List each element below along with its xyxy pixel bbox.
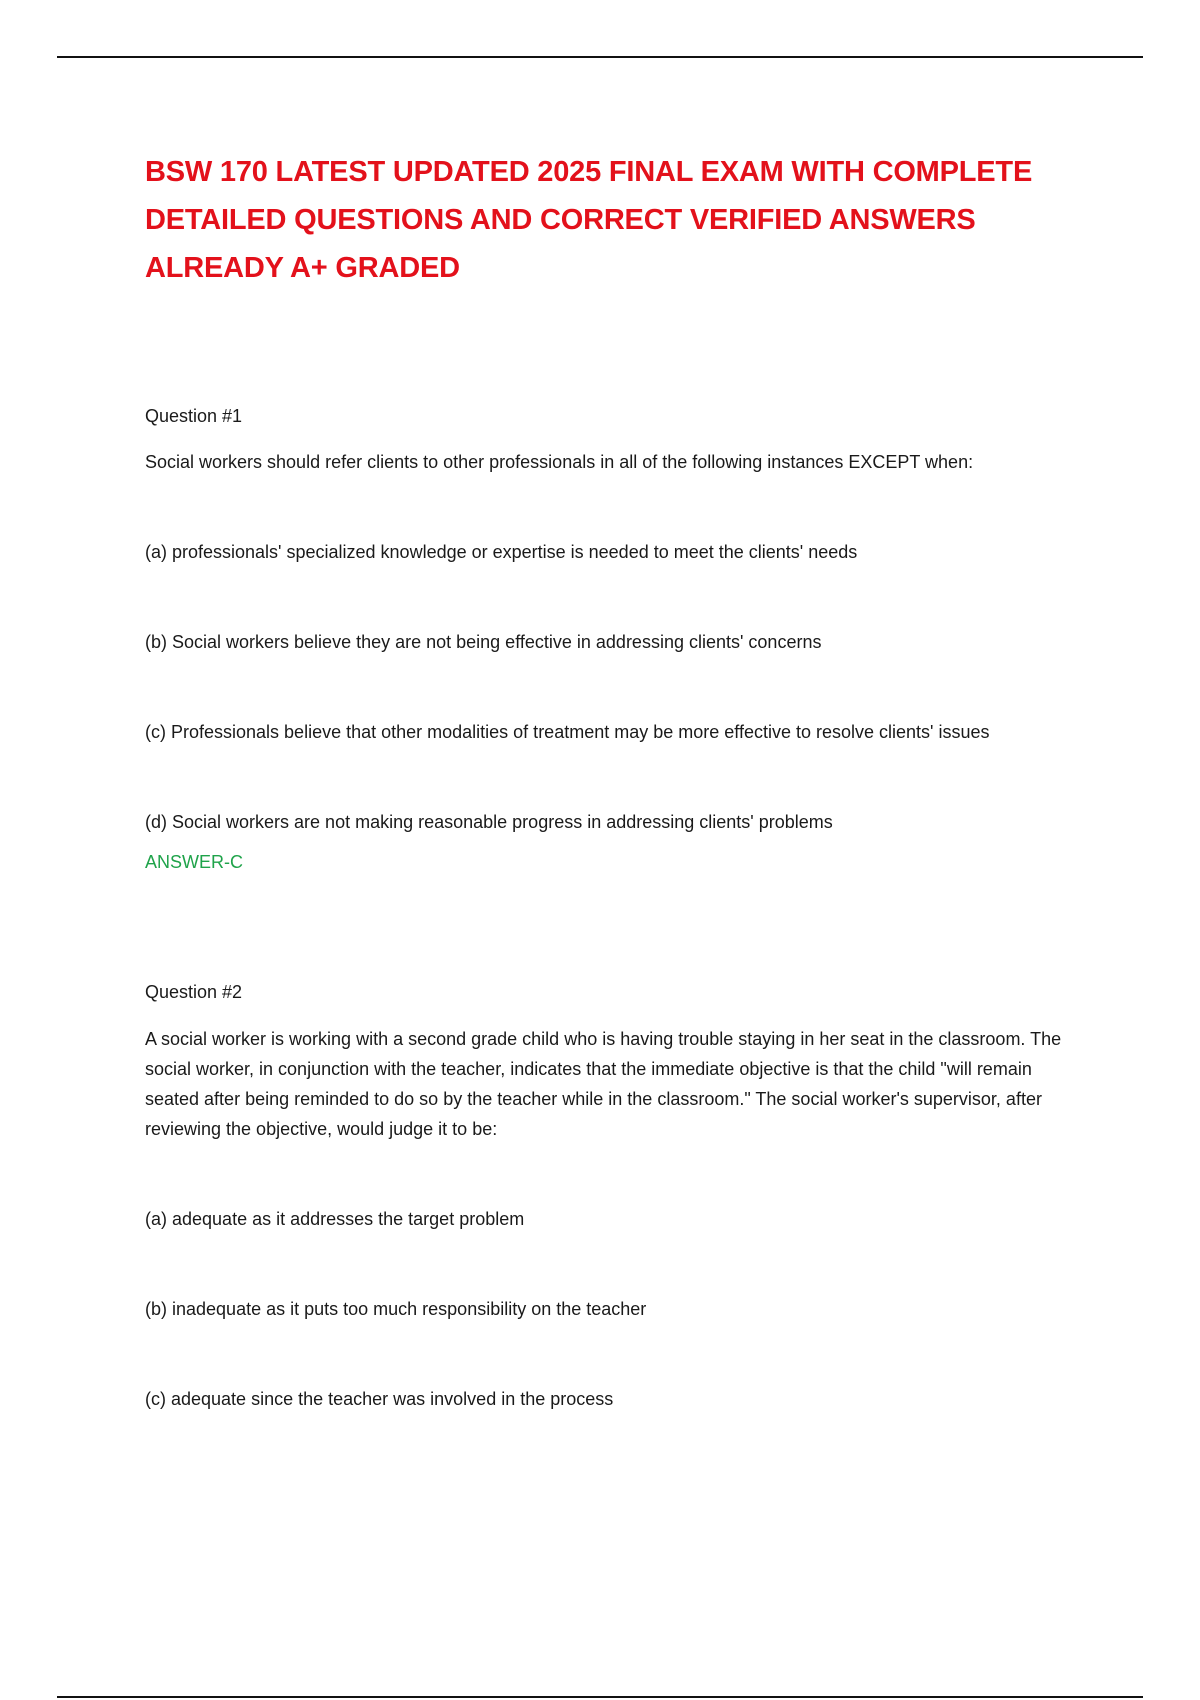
question-number: Question #2: [145, 982, 243, 1002]
question-number: Question #1: [145, 406, 243, 426]
question-2: [145, 981, 1090, 1414]
answer-label: ANSWER-C: [145, 852, 243, 872]
option-a: (a) adequate as it addresses the target problem: [145, 1209, 525, 1229]
question-text: Social workers should refer clients to other professionals in all of the following instances EXCEPT when:: [145, 452, 974, 472]
top-rule: [57, 56, 1143, 58]
question-text: A social worker is working with a second grade child who is having trouble staying in her seat in the classroom. The social worker, in conjunction with the teacher, indicates that the immediate objective is that the child "will remain seated after being reminded to do so by the teacher while in the classroom." The social worker's supervisor, after reviewing the objective, would judge it to be:: [145, 1029, 1062, 1139]
document-body: [145, 148, 1090, 1414]
option-b: (b) inadequate as it puts too much responsibility on the teacher: [145, 1299, 647, 1319]
question-1: [145, 405, 1090, 873]
option-d: (d) Social workers are not making reasonable progress in addressing clients' problems: [145, 812, 833, 832]
document-title: BSW 170 LATEST UPDATED 2025 FINAL EXAM WITH COMPLETE DETAILED QUESTIONS AND CORRECT VERIFIED ANSWERS ALREADY A+ GRADED: [145, 156, 1033, 284]
option-a: (a) professionals' specialized knowledge or expertise is needed to meet the clients' needs: [145, 542, 858, 562]
option-b: (b) Social workers believe they are not being effective in addressing clients' concerns: [145, 632, 822, 652]
option-c: (c) Professionals believe that other modalities of treatment may be more effective to resolve clients' issues: [145, 722, 990, 742]
bottom-rule: [57, 1696, 1143, 1698]
option-c: (c) adequate since the teacher was involved in the process: [145, 1389, 614, 1409]
